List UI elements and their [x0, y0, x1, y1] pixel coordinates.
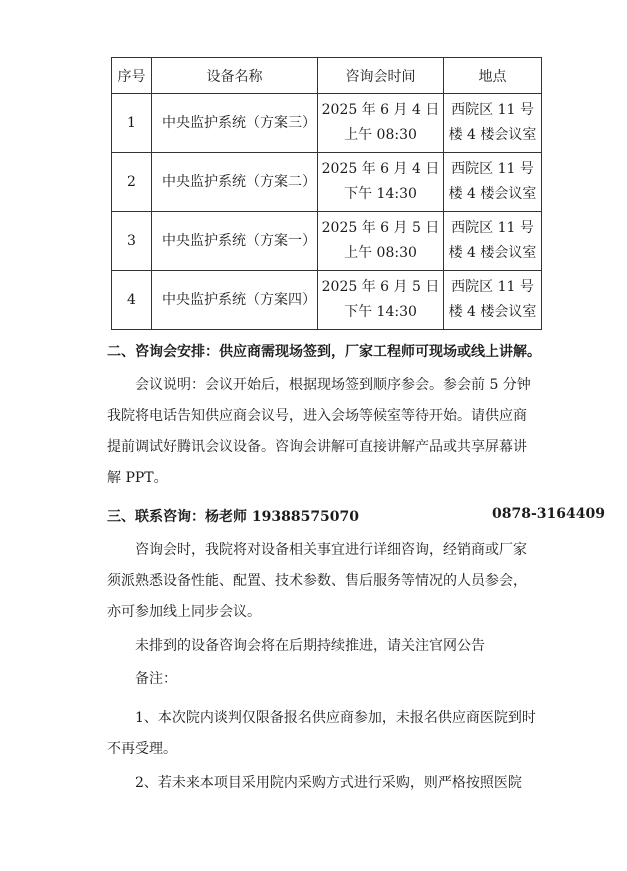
row-date: 2025 年 6 月 4 日 — [321, 161, 440, 177]
row-datetime — [318, 271, 444, 330]
section3-heading — [107, 506, 605, 526]
row-date: 2025 年 6 月 5 日 — [321, 220, 440, 236]
row-date: 2025 年 6 月 4 日 — [321, 102, 440, 118]
row-place — [444, 94, 542, 153]
row-place-line1: 西院区 11 号 — [451, 102, 534, 118]
table-row — [112, 212, 542, 271]
header-index: 序号 — [112, 58, 152, 94]
row-time: 下午 14:30 — [344, 304, 417, 320]
table-header-row — [112, 58, 542, 94]
row-index: 2 — [112, 153, 152, 212]
row-place — [444, 212, 542, 271]
row-index: 1 — [112, 94, 152, 153]
row-place-line2: 楼 4 楼会议室 — [448, 245, 537, 261]
row-device: 中央监护系统（方案二） — [152, 153, 318, 212]
future-notice-paragraph: 未排到的设备咨询会将在后期持续推进，请关注官网公告 — [135, 638, 485, 654]
remark-item-2: 2、若未来本项目采用院内采购方式进行采购，则严格按照医院 — [135, 775, 522, 791]
row-place-line2: 楼 4 楼会议室 — [448, 186, 537, 202]
contact-person: 三、联系咨询：杨老师 19388575070 — [107, 509, 360, 525]
remark-label: 备注： — [135, 671, 177, 687]
table-row — [112, 271, 542, 330]
consultation-schedule-table — [111, 57, 542, 330]
header-device: 设备名称 — [152, 58, 318, 94]
row-datetime — [318, 94, 444, 153]
header-place: 地点 — [444, 58, 542, 94]
row-datetime — [318, 212, 444, 271]
table-row — [112, 94, 542, 153]
row-place-line2: 楼 4 楼会议室 — [448, 304, 537, 320]
row-place-line2: 楼 4 楼会议室 — [448, 127, 537, 143]
row-time: 下午 14:30 — [344, 186, 417, 202]
row-index: 4 — [112, 271, 152, 330]
meeting-note-paragraph: 会议说明：会议开始后，根据现场签到顺序参会。参会前 5 分钟我院将电话告知供应商会议号，进入会场等候室等待开始。请供应商提前调试好腾讯会议设备。咨询会讲解可直接讲解产品或共享屏幕讲解 PPT。 — [107, 377, 531, 486]
section2-heading: 二、咨询会安排：供应商需现场签到，厂家工程师可现场或线上讲解。 — [107, 344, 541, 360]
row-index: 3 — [112, 212, 152, 271]
header-time: 咨询会时间 — [318, 58, 444, 94]
row-date: 2025 年 6 月 5 日 — [321, 279, 440, 295]
row-datetime — [318, 153, 444, 212]
row-place — [444, 153, 542, 212]
row-place — [444, 271, 542, 330]
row-time: 上午 08:30 — [344, 127, 417, 143]
row-device: 中央监护系统（方案一） — [152, 212, 318, 271]
row-place-line1: 西院区 11 号 — [451, 279, 534, 295]
row-device: 中央监护系统（方案四） — [152, 271, 318, 330]
row-place-line1: 西院区 11 号 — [451, 220, 534, 236]
consultation-paragraph: 咨询会时，我院将对设备相关事宜进行详细咨询，经销商或厂家须派熟悉设备性能、配置、技术参数、售后服务等情况的人员参会，亦可参加线上同步会议。 — [107, 542, 527, 620]
row-time: 上午 08:30 — [344, 245, 417, 261]
contact-phone: 0878-3164409 — [492, 506, 605, 522]
row-place-line1: 西院区 11 号 — [451, 161, 534, 177]
row-device: 中央监护系统（方案三） — [152, 94, 318, 153]
table-row — [112, 153, 542, 212]
remark-item-1: 1、本次院内谈判仅限备报名供应商参加，未报名供应商医院到时不再受理。 — [107, 710, 536, 757]
